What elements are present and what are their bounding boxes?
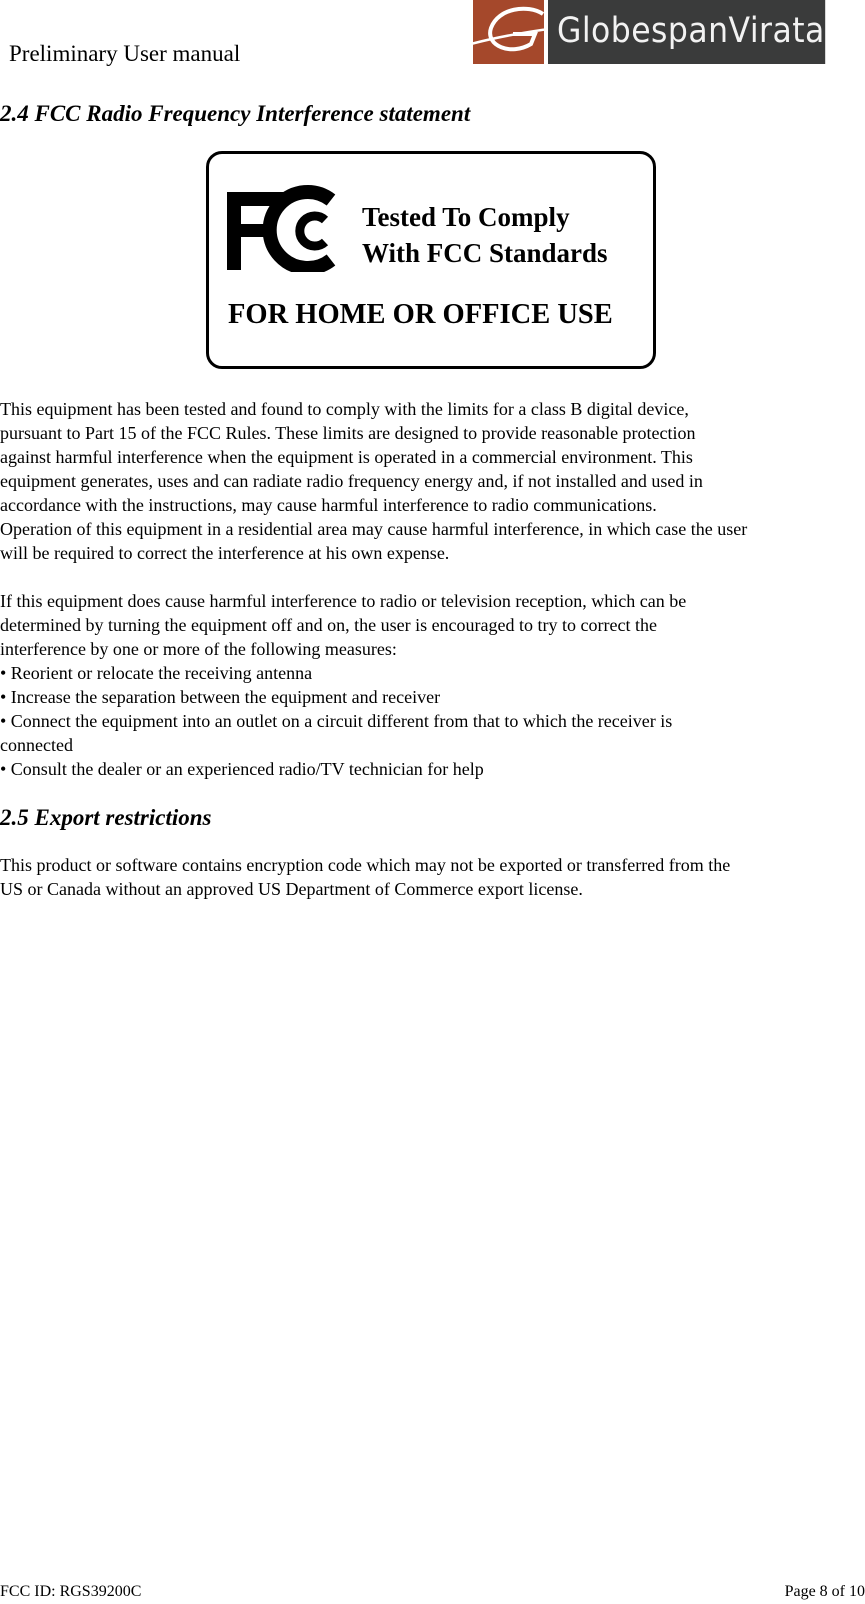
- fcc-line-2: With FCC Standards: [362, 238, 608, 268]
- bullet-item: • Consult the dealer or an experienced radio/TV technician for help: [0, 759, 484, 779]
- paragraph-line: against harmful interference when the equipment is operated in a commercial environment. This: [0, 447, 693, 467]
- footer-fcc-id: FCC ID: RGS39200C: [0, 1583, 142, 1600]
- section-heading-fcc: 2.4 FCC Radio Frequency Interference statement: [0, 101, 471, 126]
- paragraph-line: If this equipment does cause harmful interference to radio or television reception, which can be: [0, 591, 687, 611]
- fcc-paragraph-1: [0, 397, 865, 565]
- paragraph-line: will be required to correct the interference at his own expense.: [0, 543, 450, 563]
- bullet-item: • Increase the separation between the equipment and receiver: [0, 687, 441, 707]
- logo-wordmark: GlobespanVirata: [548, 0, 825, 64]
- section-heading-export: 2.5 Export restrictions: [0, 805, 212, 830]
- fcc-tested-text: [362, 199, 608, 271]
- footer-page-number: Page 8 of 10: [784, 1583, 865, 1600]
- page-header-title: Preliminary User manual: [9, 41, 241, 66]
- paragraph-line: US or Canada without an approved US Department of Commerce export license.: [0, 879, 583, 899]
- company-logo: [473, 0, 855, 64]
- fcc-logo-icon: [227, 184, 347, 272]
- paragraph-line: equipment generates, uses and can radiate radio frequency energy and, if not installed and used in: [0, 471, 703, 491]
- paragraph-line: pursuant to Part 15 of the FCC Rules. These limits are designed to provide reasonable protection: [0, 423, 696, 443]
- paragraph-line: This product or software contains encryption code which may not be exported or transferred from the: [0, 855, 731, 875]
- bullet-item: • Reorient or relocate the receiving antenna: [0, 663, 313, 683]
- bullet-item-continuation: connected: [0, 735, 73, 755]
- paragraph-line: accordance with the instructions, may cause harmful interference to radio communications.: [0, 495, 657, 515]
- fcc-line-1: Tested To Comply: [362, 202, 570, 232]
- paragraph-line: Operation of this equipment in a residential area may cause harmful interference, in which case the user: [0, 519, 748, 539]
- fcc-compliance-label: [206, 151, 656, 369]
- fcc-home-office-text: FOR HOME OR OFFICE USE: [228, 299, 613, 330]
- bullet-item: • Connect the equipment into an outlet on a circuit different from that to which the receiver is: [0, 711, 673, 731]
- globespan-g-icon: [473, 0, 544, 64]
- paragraph-line: determined by turning the equipment off and on, the user is encouraged to try to correct the: [0, 615, 657, 635]
- fcc-paragraph-2: [0, 589, 865, 781]
- paragraph-line: interference by one or more of the following measures:: [0, 639, 397, 659]
- export-paragraph: [0, 853, 865, 901]
- paragraph-line: This equipment has been tested and found to comply with the limits for a class B digital device,: [0, 399, 689, 419]
